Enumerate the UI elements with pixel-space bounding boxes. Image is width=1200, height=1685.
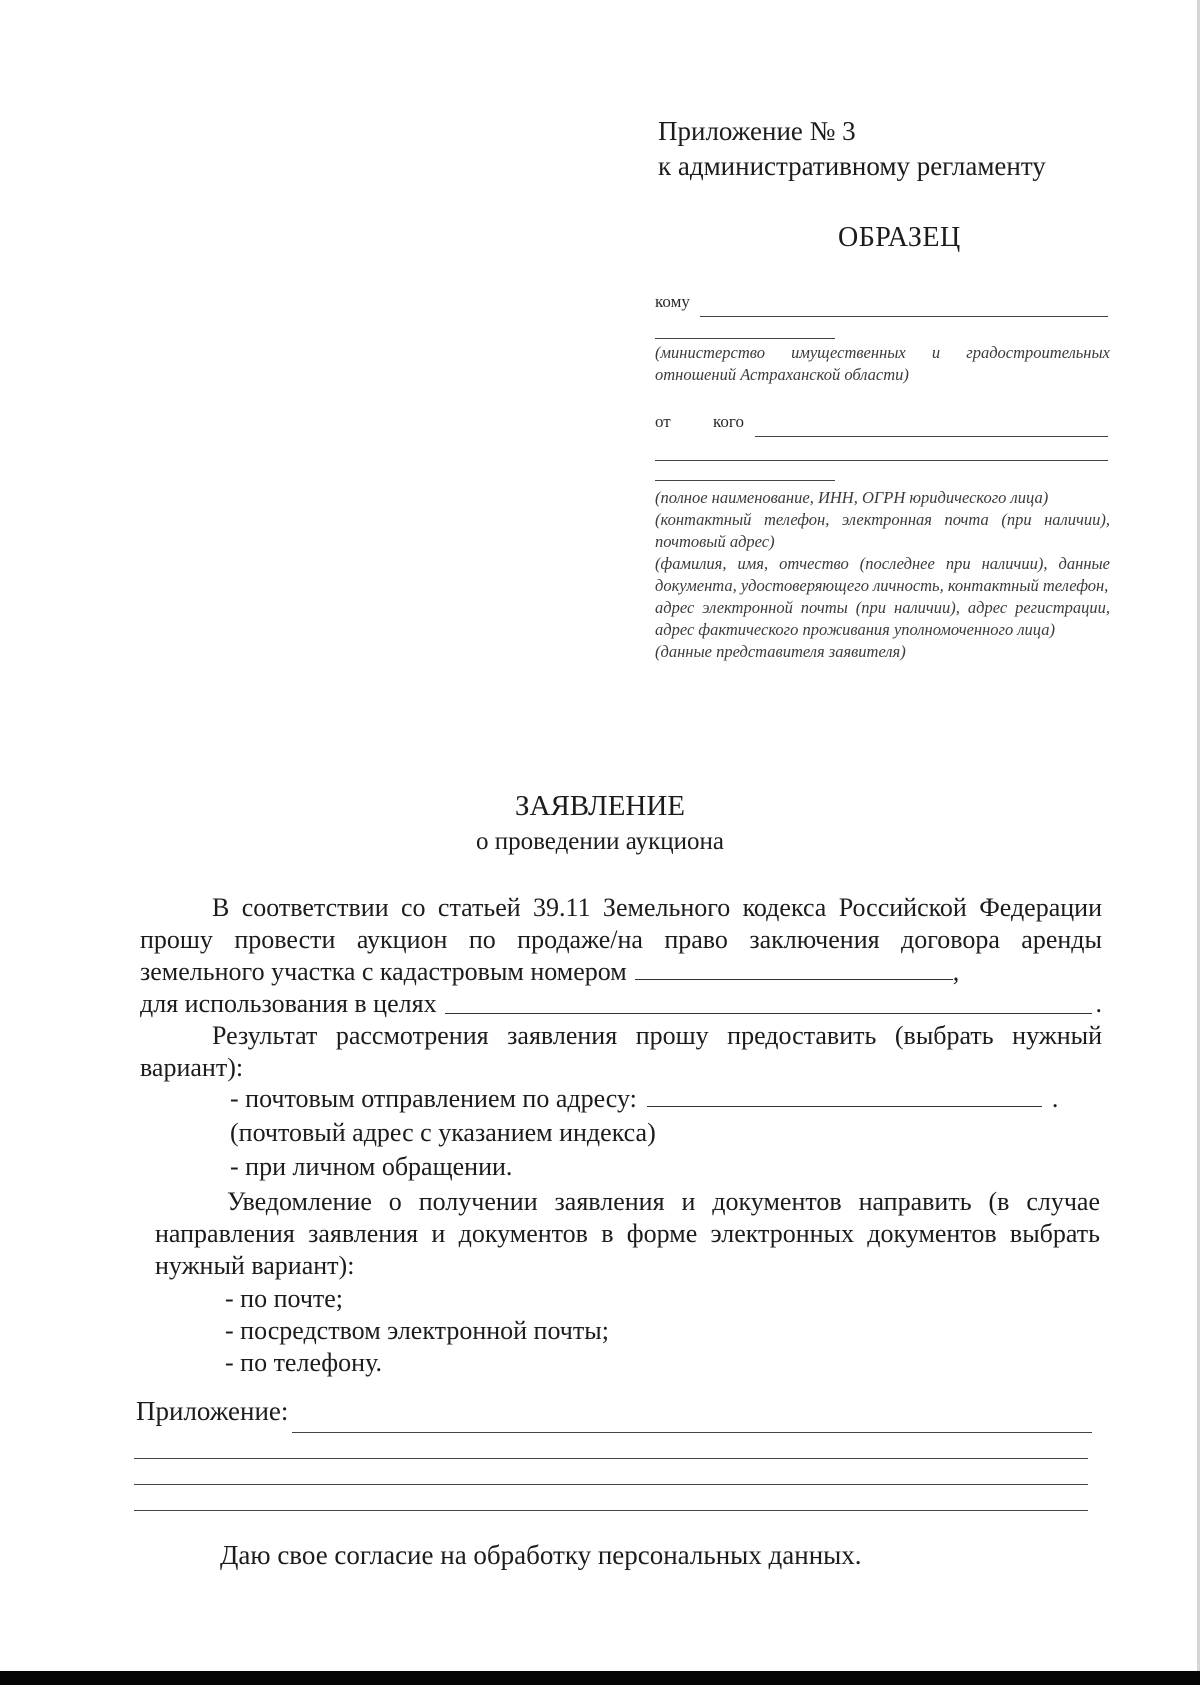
attachment-line-1[interactable] <box>292 1432 1092 1433</box>
note-person: (фамилия, имя, отчество (последнее при наличии), данные документа, удостоверяющего личность, контактный телефон, <box>655 554 1110 595</box>
post-address-field[interactable] <box>647 1084 1042 1107</box>
from-field-line[interactable] <box>755 436 1108 437</box>
option-email: - посредством электронной почты; <box>225 1316 609 1345</box>
body-paragraph-3 <box>155 1186 1100 1282</box>
scan-bottom-edge <box>0 1671 1200 1685</box>
cadastral-number-field[interactable] <box>635 957 953 980</box>
attachments-label: Приложение: <box>136 1396 289 1426</box>
option-personal: - при личном обращении. <box>230 1152 513 1181</box>
consent-text: Даю свое согласие на обработку персональных данных. <box>220 1540 862 1570</box>
option-phone: - по телефону. <box>225 1348 382 1377</box>
appendix-number: Приложение № 3 <box>658 116 856 146</box>
purpose-label: для использования в целях <box>140 989 437 1018</box>
from-field-line-2[interactable] <box>655 460 1108 461</box>
document-subtitle: о проведении аукциона <box>476 828 724 855</box>
attachment-line-3[interactable] <box>134 1484 1088 1485</box>
attachment-line-2[interactable] <box>134 1458 1088 1459</box>
note-address: адрес электронной почты (при наличии), адрес регистрации, адрес фактического проживания уполномоченного лица) <box>655 598 1110 639</box>
note-legal-entity: (полное наименование, ИНН, ОГРН юридического лица) <box>655 488 1049 507</box>
from-notes <box>655 487 1110 663</box>
from-field-line-3[interactable] <box>655 480 835 481</box>
to-label: кому <box>655 292 690 311</box>
attachment-line-4[interactable] <box>134 1510 1088 1511</box>
option-post-end: . <box>1051 1084 1059 1113</box>
purpose-row <box>140 988 1102 1020</box>
to-note: (министерство имущественных и градостроительных отношений Астраханской области) <box>655 343 1110 384</box>
option-post <box>230 1084 1058 1114</box>
from-label-ot: от <box>655 412 671 431</box>
document-title: ЗАЯВЛЕНИЕ <box>514 790 686 822</box>
option-post-label: - почтовым отправлением по адресу: <box>230 1084 637 1113</box>
body-paragraph-1 <box>140 892 1102 1084</box>
appendix-header <box>658 114 1046 184</box>
note-contacts: (контактный телефон, электронная почта (при наличии), почтовый адрес) <box>655 510 1110 551</box>
option-mail: - по почте; <box>225 1284 344 1313</box>
para2: Результат рассмотрения заявления прошу предоставить (выбрать нужный вариант): <box>140 1021 1102 1082</box>
sample-label: ОБРАЗЕЦ <box>838 222 961 253</box>
from-label-kogo: кого <box>713 412 744 431</box>
to-field-line-2[interactable] <box>655 338 835 339</box>
option-post-note: (почтовый адрес с указанием индекса) <box>230 1118 656 1147</box>
purpose-end: . <box>1095 989 1102 1018</box>
to-field-line[interactable] <box>700 316 1108 317</box>
para1-end: , <box>952 957 960 986</box>
para3: Уведомление о получении заявления и документов направить (в случае направления заявления и документов в форме электронных документов выбрать нужный вариант): <box>155 1187 1100 1280</box>
appendix-reference: к административному регламенту <box>658 151 1046 181</box>
note-representative: (данные представителя заявителя) <box>655 642 906 661</box>
para1-text: В соответствии со статьей 39.11 Земельного кодекса Российской Федерации прошу провести аукцион по продаже/на право заключения договора аренды земельного участка с кадастровым номером <box>140 893 1102 986</box>
purpose-field[interactable] <box>445 1013 1092 1014</box>
